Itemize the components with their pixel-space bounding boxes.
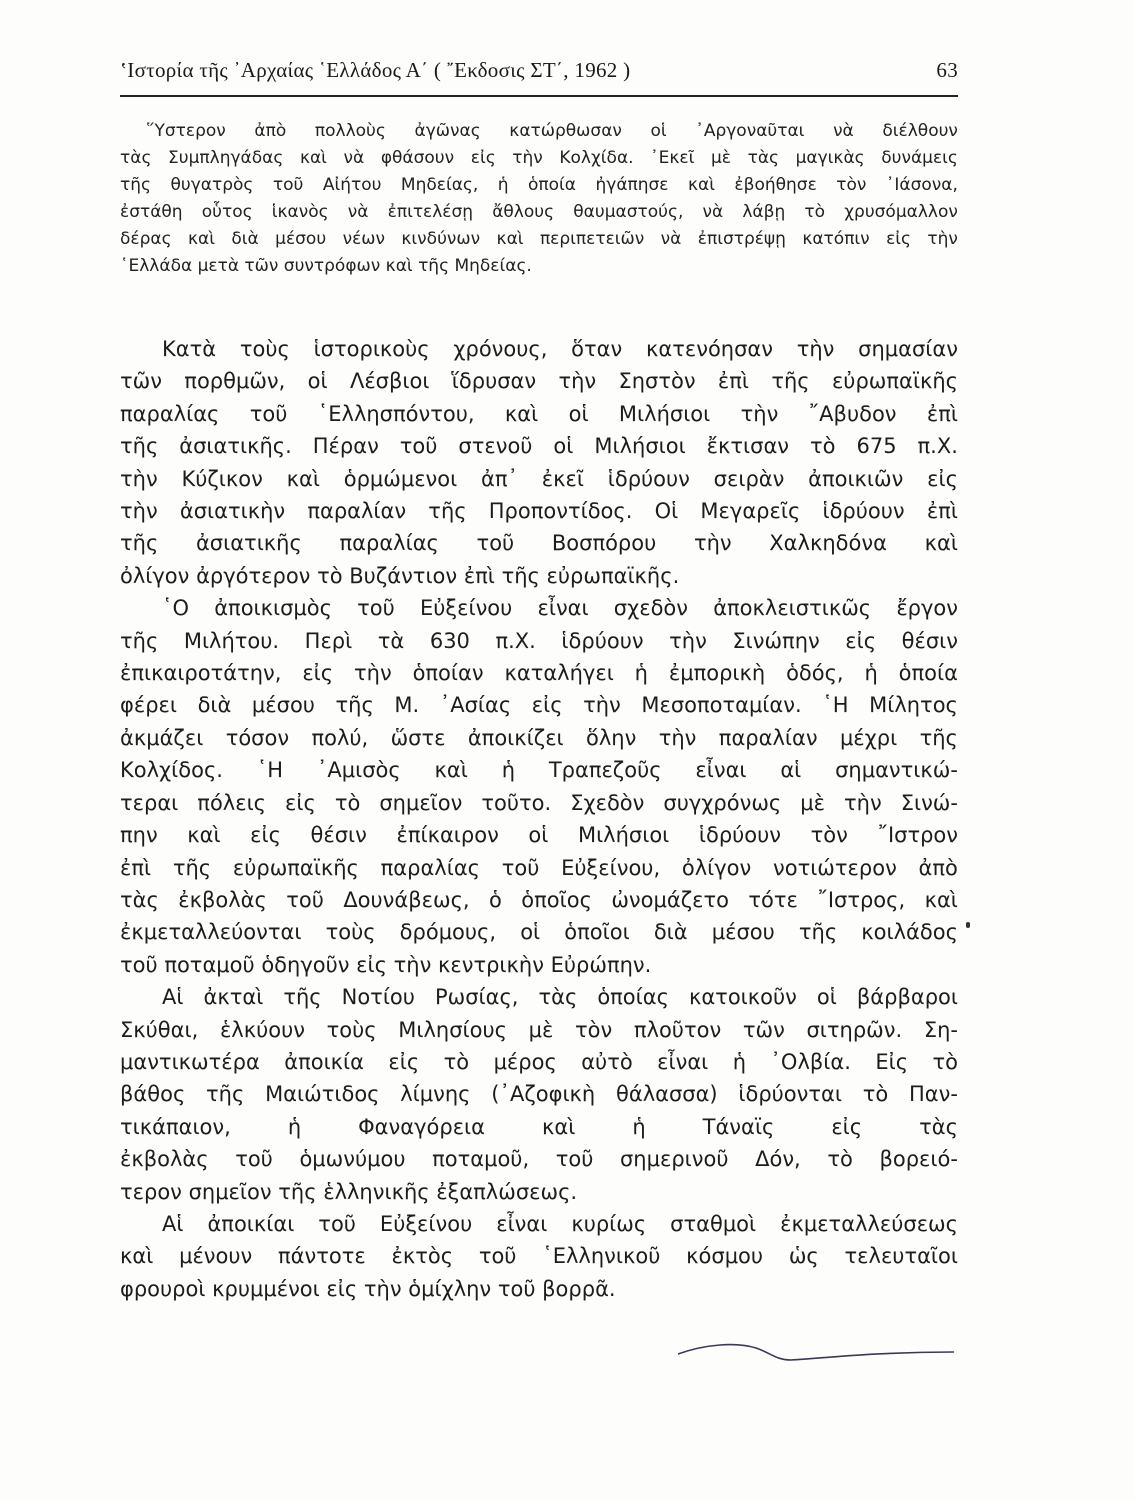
text-line: φέρει διὰ μέσου τῆς Μ. ᾿Ασίας εἰς τὴν Μεσοποταμίαν. ῾Η Μίλητος: [120, 693, 958, 718]
paragraph-1: [120, 333, 958, 592]
header-rule: [120, 95, 958, 97]
text-line: ἐκμεταλλεύονται τοὺς δρόμους, οἱ ὁποῖοι διὰ μέσου τῆς κοιλάδος: [120, 920, 958, 945]
text-line: δέρας καὶ διὰ μέσου νέων κινδύνων καὶ περιπετειῶν νὰ ἐπιστρέψῃ κατόπιν εἰς τὴν: [120, 229, 958, 249]
text-line: ἐπικαιροτάτην, εἰς τὴν ὁποίαν καταλήγει ἡ ἐμπορικὴ ὁδός, ἡ ὁποία: [120, 661, 958, 686]
text-line: τοῦ ποταμοῦ ὁδηγοῦν εἰς τὴν κεντρικὴν Εὐρώπην.: [120, 952, 652, 977]
paragraph-2: [120, 592, 958, 981]
ink-speck: [966, 922, 970, 928]
text-line: ὀλίγον ἀργότερον τὸ Βυζάντιον ἐπὶ τῆς εὐρωπαϊκῆς.: [120, 563, 680, 588]
text-line: παραλίας τοῦ ῾Ελλησπόντου, καὶ οἱ Μιλήσιοι τὴν ῎Αβυδον ἐπὶ: [120, 401, 958, 426]
text-line: τικάπαιον, ἡ Φαναγόρεια καὶ ἡ Τάναϊς εἰς τὰς: [120, 1114, 958, 1139]
text-line: βάθος τῆς Μαιώτιδος λίμνης (᾿Αζοφικὴ θάλασσα) ἱδρύονται τὸ Παν-: [120, 1082, 958, 1107]
text-line: τὴν Κύζικον καὶ ὁρμώμενοι ἀπ᾿ ἐκεῖ ἱδρύουν σειρὰν ἀποικιῶν εἰς: [120, 466, 958, 491]
text-line: καὶ μένουν πάντοτε ἐκτὸς τοῦ ῾Ελληνικοῦ κόσμου ὡς τελευταῖοι: [120, 1244, 958, 1269]
text-line: Αἱ ἀκταὶ τῆς Νοτίου Ρωσίας, τὰς ὁποίας κατοικοῦν οἱ βάρβαροι: [162, 985, 958, 1010]
text-line: τὴν ἀσιατικὴν παραλίαν τῆς Προποντίδος. Οἱ Μεγαρεῖς ἱδρύουν ἐπὶ: [120, 499, 958, 524]
text-line: ἐπὶ τῆς εὐρωπαϊκῆς παραλίας τοῦ Εὐξείνου, ὀλίγον νοτιώτερον ἀπὸ: [120, 855, 958, 880]
text-line: μαντικωτέρα ἀποικία εἰς τὸ μέρος αὐτὸ εἶναι ἡ ᾿Ολβία. Εἰς τὸ: [120, 1049, 958, 1074]
text-line: ῾Ο ἀποικισμὸς τοῦ Εὐξείνου εἶναι σχεδὸν ἀποκλειστικῶς ἔργον: [162, 596, 958, 621]
text-line: ῞Υστερον ἀπὸ πολλοὺς ἀγῶνας κατώρθωσαν οἱ ᾿Αργοναῦται νὰ διέλθουν: [146, 121, 958, 141]
text-line: ῾Ελλάδα μετὰ τῶν συντρόφων καὶ τῆς Μηδείας.: [120, 256, 532, 276]
text-line: Κολχίδος. ῾Η ᾿Αμισὸς καὶ ἡ Τραπεζοῦς εἶναι αἱ σημαντικώ-: [120, 758, 958, 783]
paragraph-4: [120, 1208, 958, 1305]
end-flourish-ornament: [676, 1340, 956, 1370]
text-line: φρουροὶ κρυμμένοι εἰς τὴν ὁμίχλην τοῦ βορρᾶ.: [120, 1276, 616, 1301]
page-number: 63: [936, 58, 958, 82]
paragraph-3: [120, 981, 958, 1208]
running-header: [120, 58, 958, 83]
text-line: τῆς ἀσιατικῆς. Πέραν τοῦ στενοῦ οἱ Μιλήσιοι ἔκτισαν τὸ 675 π.Χ.: [120, 434, 958, 459]
main-text: [120, 333, 958, 1305]
text-line: Κατὰ τοὺς ἱστορικοὺς χρόνους, ὅταν κατενόησαν τὴν σημασίαν: [162, 337, 958, 361]
text-line: τῶν πορθμῶν, οἱ Λέσβιοι ἵδρυσαν τὴν Σηστὸν ἐπὶ τῆς εὐρωπαϊκῆς: [120, 369, 958, 394]
text-line: ἀκμάζει τόσον πολύ, ὥστε ἀποικίζει ὅλην τὴν παραλίαν μέχρι τῆς: [120, 725, 958, 750]
text-line: Σκύθαι, ἑλκύουν τοὺς Μιλησίους μὲ τὸν πλοῦτον τῶν σιτηρῶν. Ση-: [120, 1017, 958, 1042]
text-line: ἐστάθη οὗτος ἱκανὸς νὰ ἐπιτελέσῃ ἄθλους θαυμαστούς, νὰ λάβῃ τὸ χρυσόμαλλον: [120, 202, 958, 222]
text-line: τῆς Μιλήτου. Περὶ τὰ 630 π.Χ. ἱδρύουν τὴν Σινώπην εἰς θέσιν: [120, 628, 958, 653]
text-line: τὰς Συμπληγάδας καὶ νὰ φθάσουν εἰς τὴν Κολχίδα. ᾿Εκεῖ μὲ τὰς μαγικὰς δυνάμεις: [120, 148, 958, 168]
text-line: πην καὶ εἰς θέσιν ἐπίκαιρον οἱ Μιλήσιοι ἱδρύουν τὸν ῎Ιστρον: [120, 823, 958, 848]
intro-paragraph: [120, 118, 958, 280]
text-line: ἐκβολὰς τοῦ ὁμωνύμου ποταμοῦ, τοῦ σημερινοῦ Δόν, τὸ βορειό-: [120, 1147, 958, 1172]
text-line: τὰς ἐκβολὰς τοῦ Δουνάβεως, ὁ ὁποῖος ὠνομάζετο τότε ῎Ιστρος, καὶ: [120, 887, 958, 912]
text-line: τερον σημεῖον τῆς ἑλληνικῆς ἐξαπλώσεως.: [120, 1179, 578, 1204]
text-line: τῆς θυγατρὸς τοῦ Αἰήτου Μηδείας, ἡ ὁποία ἠγάπησε καὶ ἐβοήθησε τὸν ᾿Ιάσονα,: [120, 175, 958, 195]
text-line: τῆς ἀσιατικῆς παραλίας τοῦ Βοσπόρου τὴν Χαλκηδόνα καὶ: [120, 531, 958, 556]
text-line: τεραι πόλεις εἰς τὸ σημεῖον τοῦτο. Σχεδὸν συγχρόνως μὲ τὴν Σινώ-: [120, 790, 958, 815]
text-line: Αἱ ἀποικίαι τοῦ Εὐξείνου εἶναι κυρίως σταθμοὶ ἐκμεταλλεύσεως: [162, 1211, 958, 1236]
header-title: ʽΙστορία τῆς ᾿Αρχαίας ῾Ελλάδος Α΄ ( ῎Εκδοσις ΣΤ΄, 1962 ): [120, 58, 631, 82]
